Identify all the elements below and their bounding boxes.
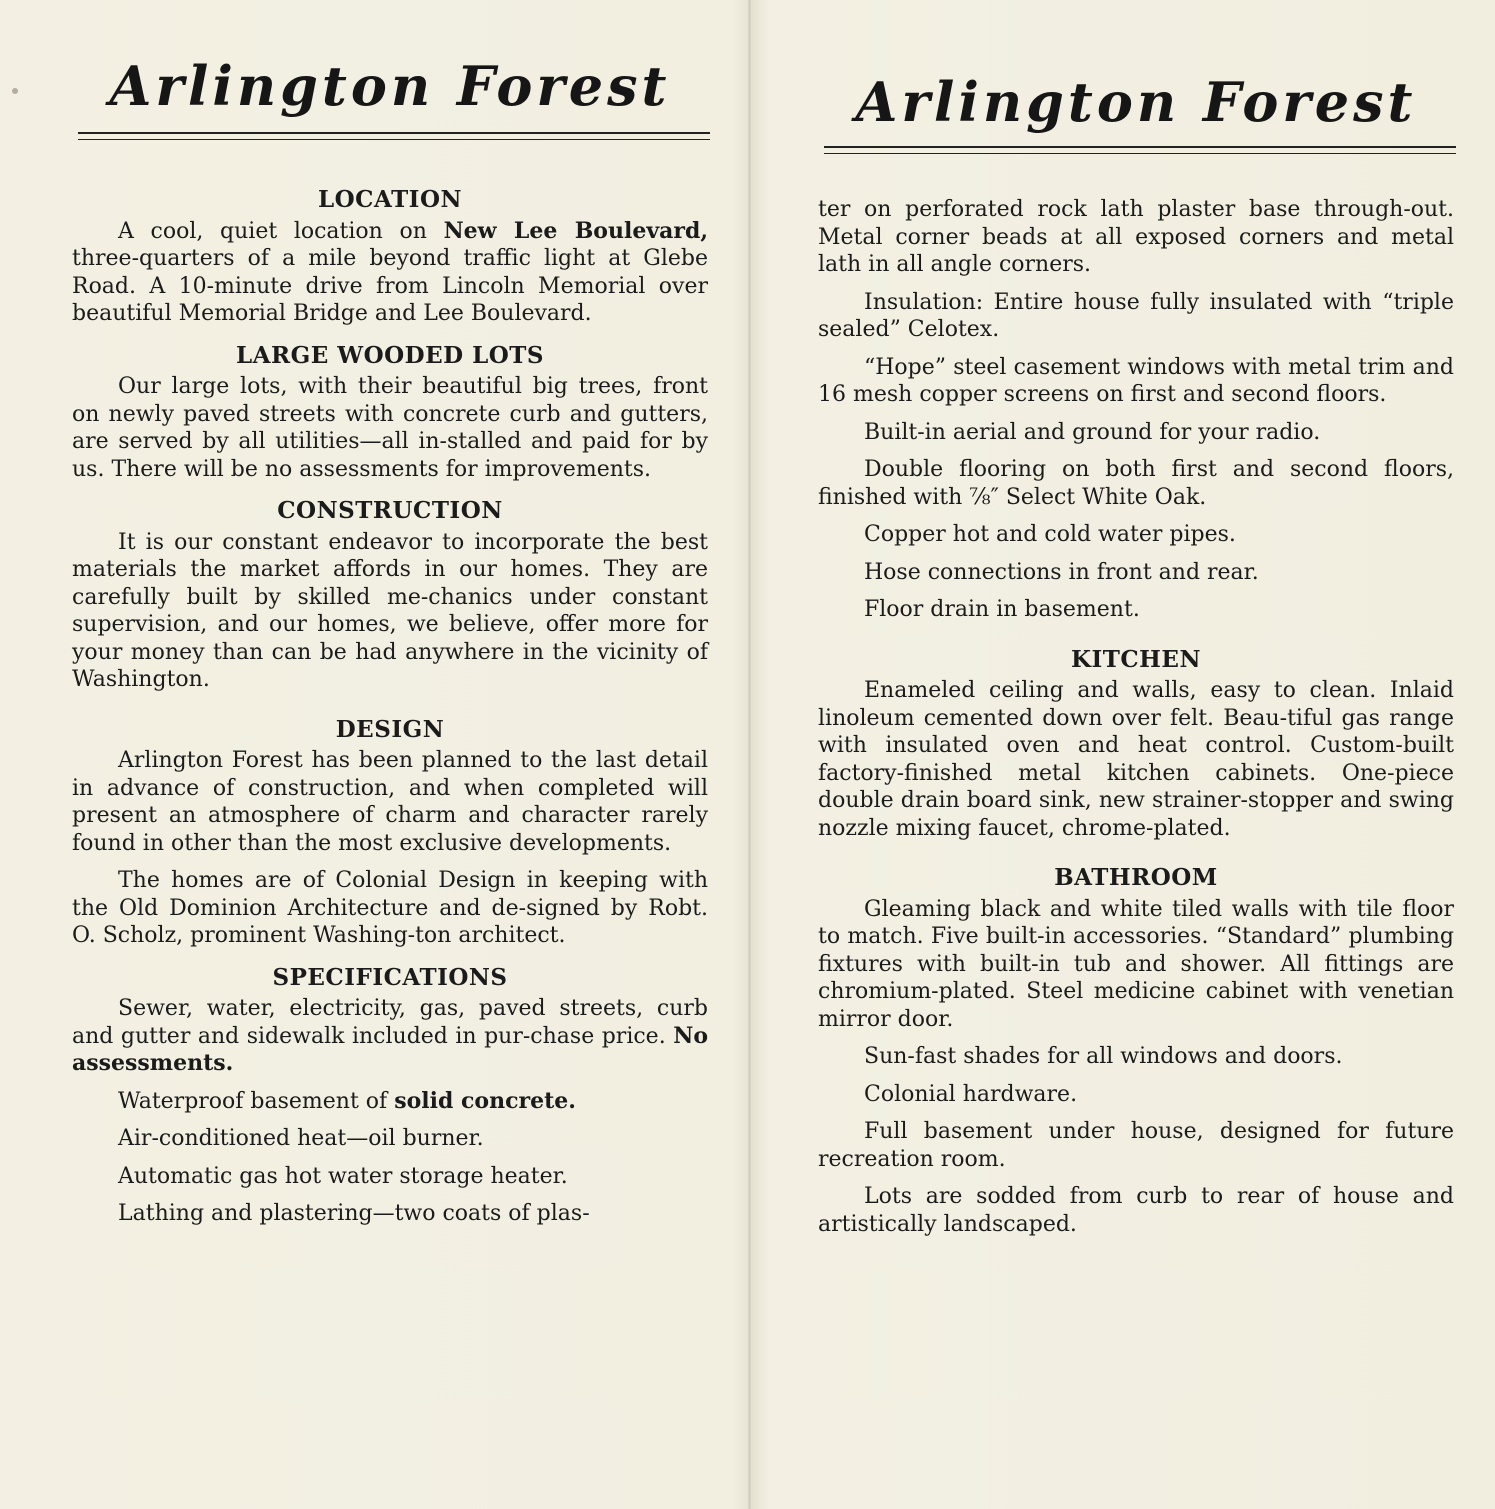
spec-text-1a: Sewer, water, electricity, gas, paved streets, curb and gutter and sidewalk included in pur-chase price. <box>72 996 708 1049</box>
right-title-rule <box>824 146 1456 154</box>
construction-text: It is our constant endeavor to incorporate the best materials the market affords in our homes. They are carefully built by skilled me-chanics under constant supervision, and our homes, we believe, offer more for your money than can be had anywhere in the vicinity of Washington. <box>72 529 708 692</box>
spec-windows: “Hope” steel casement windows with metal trim and 16 mesh copper screens on first and second floors. <box>818 354 1454 407</box>
design-text-2: The homes are of Colonial Design in keeping with the Old Dominion Architecture and de-signed by Robt. O. Scholz, prominent Washing-ton architect. <box>72 868 708 948</box>
spec-insulation: Insulation: Entire house fully insulated with “triple sealed” Celotex. <box>818 289 1454 342</box>
spec-drain: Floor drain in basement. <box>864 597 1140 622</box>
spec-text-2-bold: solid concrete. <box>394 1087 576 1114</box>
spec-radio: Built-in aerial and ground for your radio. <box>864 419 1321 445</box>
left-masthead-title: Arlington Forest <box>109 54 671 118</box>
bathroom-item-lots: Lots are sodded from curb to rear of house and artistically landscaped. <box>818 1184 1454 1237</box>
spec-pipes: Copper hot and cold water pipes. <box>864 522 1236 547</box>
construction-heading: CONSTRUCTION <box>277 497 503 524</box>
lots-heading: LARGE WOODED LOTS <box>235 341 545 369</box>
right-body <box>818 196 1454 1248</box>
center-fold <box>748 0 751 1509</box>
bathroom-item-hardware: Colonial hardware. <box>864 1081 1078 1107</box>
spec-hose: Hose connections in front and rear. <box>864 559 1259 585</box>
bathroom-item-shades: Sun-fast shades for all windows and doors. <box>864 1044 1343 1069</box>
spec-text-2a: Waterproof basement of <box>118 1088 395 1114</box>
spec-text-1-bold: No assessments. <box>72 1022 708 1076</box>
paper-stain <box>12 88 18 94</box>
kitchen-text: Enameled ceiling and walls, easy to clean. Inlaid linoleum cemented down over felt. Beau-tiful gas range with insulated oven and heat control. Custom-built factory-finished metal kitchen cabinets. One-piece double drain board sink, new strainer-stopper and swing nozzle mixing faucet, chrome-plated. <box>818 678 1454 841</box>
kitchen-heading: KITCHEN <box>1071 645 1201 673</box>
right-masthead-title: Arlington Forest <box>855 70 1417 134</box>
location-text-a: A cool, quiet location on <box>118 218 444 244</box>
location-text-bold: New Lee Boulevard, <box>443 217 708 244</box>
design-text-1: Arlington Forest has been planned to the last detail in advance of construction, and when completed will present an atmosphere of charm and character rarely found in other than the most exclusive developments. <box>72 748 708 856</box>
left-body <box>72 186 708 1238</box>
bathroom-heading: BATHROOM <box>1054 864 1218 891</box>
bathroom-text: Gleaming black and white tiled walls with tile floor to match. Five built-in accessories. “Standard” plumbing fixtures with built-in tub and shower. All fittings are chromium-plated. Steel medicine cabinet with venetian mirror door. <box>818 896 1454 1032</box>
spec-text-1 <box>72 995 708 1078</box>
spec-continued-text: ter on perforated rock lath plaster base through-out. Metal corner beads at all exposed corners and metal lath in all angle corners. <box>818 197 1454 277</box>
location-text-b: three-quarters of a mile beyond traffic light at Glebe Road. A 10-minute drive from Lincoln Memorial over beautiful Memorial Bridge and Lee Boulevard. <box>72 246 708 326</box>
left-page <box>72 0 708 1509</box>
location-text <box>72 218 708 328</box>
left-title-rule <box>78 132 710 140</box>
lots-text: Our large lots, with their beautiful big trees, front on newly paved streets with concrete curb and gutters, are served by all utilities—all in-stalled and paid for by us. There will be no assessments for improvements. <box>72 374 708 482</box>
bathroom-item-basement: Full basement under house, designed for future recreation room. <box>818 1119 1454 1172</box>
spec-text-3: Air-conditioned heat—oil burner. <box>118 1126 484 1151</box>
spec-text-2 <box>72 1088 708 1116</box>
spec-text-4: Automatic gas hot water storage heater. <box>118 1163 568 1189</box>
specifications-heading: SPECIFICATIONS <box>272 963 508 991</box>
location-heading: LOCATION <box>317 186 463 213</box>
spec-text-5: Lathing and plastering—two coats of plas- <box>118 1201 590 1226</box>
spec-flooring: Double flooring on both first and second floors, finished with ⅞″ Select White Oak. <box>818 457 1454 510</box>
design-heading: DESIGN <box>335 715 445 743</box>
right-page <box>818 0 1454 1509</box>
